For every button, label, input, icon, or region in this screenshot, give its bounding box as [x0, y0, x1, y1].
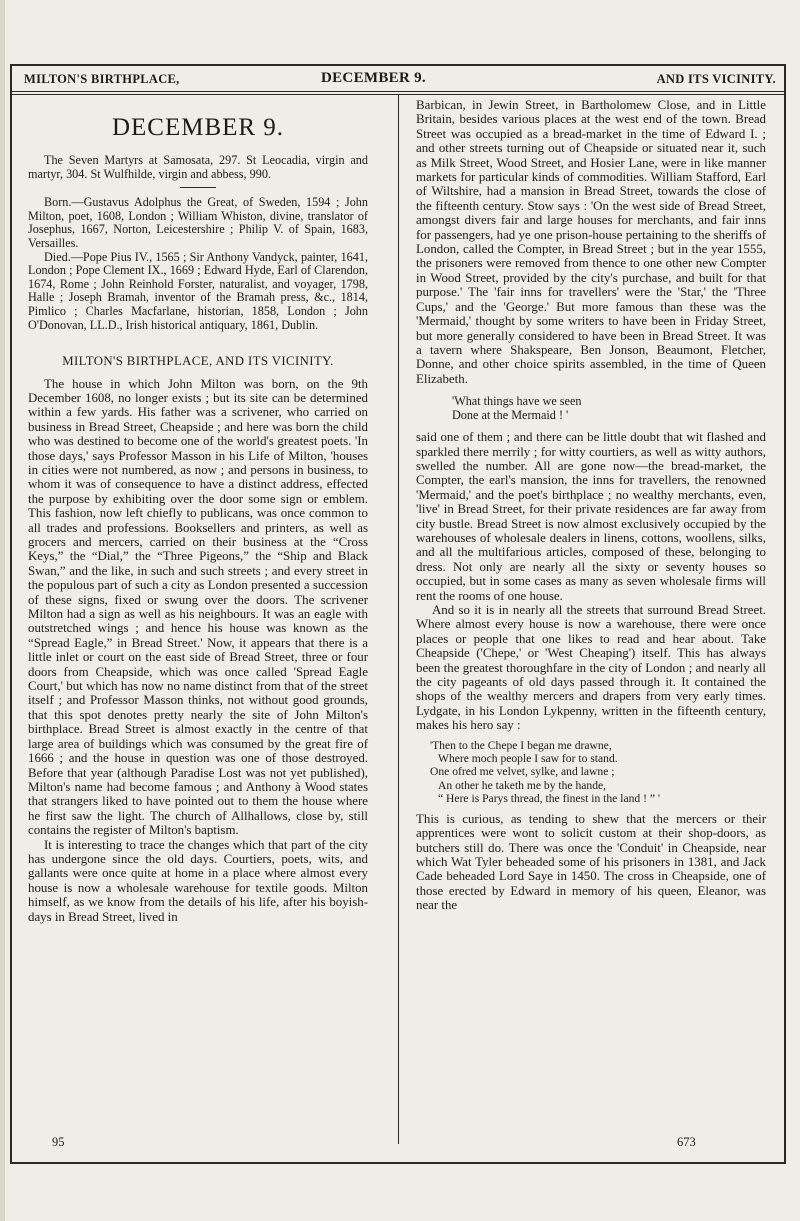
verse-quote [452, 394, 766, 422]
verse-line: 'Then to the Chepe I began me drawne, [430, 738, 612, 752]
header-rule [12, 91, 784, 92]
verse-line: Where moch people I saw for to stand. [438, 752, 618, 766]
verse-line: “ Here is Parys thread, the finest in the land ! ” ' [438, 792, 660, 806]
paragraph: The house in which John Milton was born, on the 9th December 1608, no longer exists ; but its site can be determined within a few yards. His father was a scrivener, who carried on business in Bread Street, Cheapside ; and here was born the child who was destined to become one of the world's greatest poets. 'In those days,' says Professor Masson in his Life of Milton, 'houses in cities were not numbered, as now ; and persons in business, to whom it was of consequence to have a distinct address, effected the purpose by exhibiting over the door some sign or emblem. This fashion, now left chiefly to publicans, was once common to all trades and professions. Booksellers and printers, as well as grocers and mercers, carried on their business at the “Cross Keys,” the “Dial,” the “Three Pigeons,” the “Ship and Black Swan,” and the like, in such and such streets ; and every street in the populous part of such a city as London presented a succession of these signs, fixed or swung over the doors. The scrivener Milton had a sign as well as his neighbours. It was an eagle with outstretched wings ; and hence his house was known as the “Spread Eagle,” in Bread Street.' Now, it appears that there is a little inlet or court on the east side of Bread Street, three or four doors from Cheapside, which was once called 'Spread Eagle Court,' but which has now no name distinct from that of the street itself ; and Professor Masson thinks, not without good grounds, that this spot denotes pretty nearly the site of John Milton's birthplace. Bread Street is almost exactly in the centre of that large area of buildings which was consumed by the great fire of 1666 ; and the house in question was one of those destroyed. Before that year (although Paradise Lost was not yet published), Milton's name had become famous ; and Anthony à Wood states that strangers liked to have pointed out to them the house where he first saw the light. The church of Allhallows, close by, still contains the register of Milton's baptism. [28, 376, 368, 838]
verse-line: 'What things have we seen [452, 394, 582, 409]
paragraph: said one of them ; and there can be little doubt that wit flashed and sparkled there merrily ; for witty courtiers, as well as witty authors, swelled the number. All are gone now—the bread-market, the Compter, the earl's mansion, the inns for travellers, the renowned 'Mermaid,' and the poet's birthplace ; no wealthy merchants, even, 'live' in Bread Street, for their private residences are far away from city bustle. Bread Street is now almost exclusively occupied by the warehouses of wholesale dealers in linens, cottons, woollens, silks, and all the multifarious articles, composed of these, belonging to dress. Not only are nearly all the sixty or seventy houses so occupied, but in some cases as many as seven wholesale firms will rent the rooms of one house. [416, 430, 766, 603]
verse-quote [430, 739, 766, 806]
column-divider [398, 94, 399, 1144]
folio-left: 95 [52, 1135, 65, 1149]
paragraph: And so it is in nearly all the streets that surround Bread Street. Where almost every house is now a warehouse, there were once places or people that one likes to read and hear about. Take Cheapside ('Chepe,' or 'West Cheaping') itself. This has always been the greatest thoroughfare in the city of London ; and nearly all the city pageants of old days passed through it. It contained the shops of the wealthy mercers and drapers from very early times. Lydgate, in his London Lykpenny, written in the fifteenth century, makes his hero say : [416, 603, 766, 733]
paragraph: It is interesting to trace the changes which that part of the city has undergone since the old days. Courtiers, poets, wits, and gallants were once quite at home in a place where almost every house is now a wholesale warehouse for textile goods. Milton himself, as we know from the details of his life, after his boyish-days in Bread Street, lived in [28, 837, 368, 924]
running-head-left: MILTON'S BIRTHPLACE, [24, 72, 180, 86]
born-list: Born.—Gustavus Adolphus the Great, of Sweden, 1594 ; John Milton, poet, 1608, London ; William Whiston, divine, translator of Josephus, 1667, Norton, Leicestershire ; Philip V. of Spain, 1683, Versailles. [28, 195, 368, 250]
day-title: DECEMBER 9. [111, 114, 285, 141]
right-column [416, 98, 766, 913]
folio-right: 673 [677, 1135, 696, 1149]
running-head [24, 72, 776, 90]
running-head-right: AND ITS VICINITY. [656, 72, 776, 86]
saints-list: The Seven Martyrs at Samosata, 297. St Leocadia, virgin and martyr, 304. St Wulfhilde, virgin and abbess, 990. [28, 153, 368, 181]
left-column [28, 98, 368, 924]
verse-line: Done at the Mermaid ! ' [452, 408, 569, 423]
page-edge [0, 0, 5, 1221]
short-rule [180, 187, 216, 188]
died-list: Died.—Pope Pius IV., 1565 ; Sir Anthony Vandyck, painter, 1641, London ; Pope Clement IX., 1669 ; Edward Hyde, Earl of Clarendon, 1674, Rome ; John Reinhold Forster, naturalist, and voyager, 1798, Halle ; Joseph Bramah, inventor of the Bramah press, &c., 1814, Pimlico ; Charles Macfarlane, historian, 1858, London ; John O'Donovan, LL.D., Irish historical antiquary, 1861, Dublin. [28, 249, 368, 332]
paragraph: This is curious, as tending to shew that the mercers or their apprentices were wont to solicit custom at their shop-doors, as butchers still do. There was once the 'Conduit' in Cheapside, near which Wat Tyler beheaded some of his prisoners in 1381, and Jack Cade beheaded Lord Saye in 1450. The cross in Cheapside, one of those erected by Edward in memory of his queen, Eleanor, was near the [416, 811, 766, 913]
running-head-center: DECEMBER 9. [321, 70, 426, 86]
section-heading: MILTON'S BIRTHPLACE, AND ITS VICINITY. [62, 354, 334, 369]
paragraph: Barbican, in Jewin Street, in Bartholomew Close, and in Little Britain, besides various places at the west end of the town. Bread Street was occupied as a bread-market in the time of Edward I. ; and other streets turning out of Cheapside or situated near it, such as Milk Street, Wood Street, and Hosier Lane, were in like manner markets for particular kinds of commodities. William Stafford, Earl of Wiltshire, had a mansion in Bread Street, towards the close of the fifteenth century. Stow says : 'On the west side of Bread Street, amongst divers fair and large houses for merchants, and fair inns for passengers, had ye one prison-house pertaining to the sheriffs of London, called the Compter, in Bread Street ; but in the year 1555, the prisoners were removed from thence to one other new Compter in Wood Street, provided by the city's purchase, and built for that purpose.' The 'fair inns for travellers' were the 'Star,' the 'Three Cups,' and the 'George.' But more famous than these was the 'Mermaid,' thought by some writers to have been in Friday Street, but more generally considered to have been in Bread Street. It was a tavern where Shakspeare, Ben Jonson, Beaumont, Fletcher, Donne, and other choice spirits assembled, in the time of Queen Elizabeth. [416, 98, 766, 386]
verse-line: One ofred me velvet, sylke, and lawne ; [430, 765, 615, 779]
verse-line: An other he taketh me by the hande, [438, 778, 607, 792]
